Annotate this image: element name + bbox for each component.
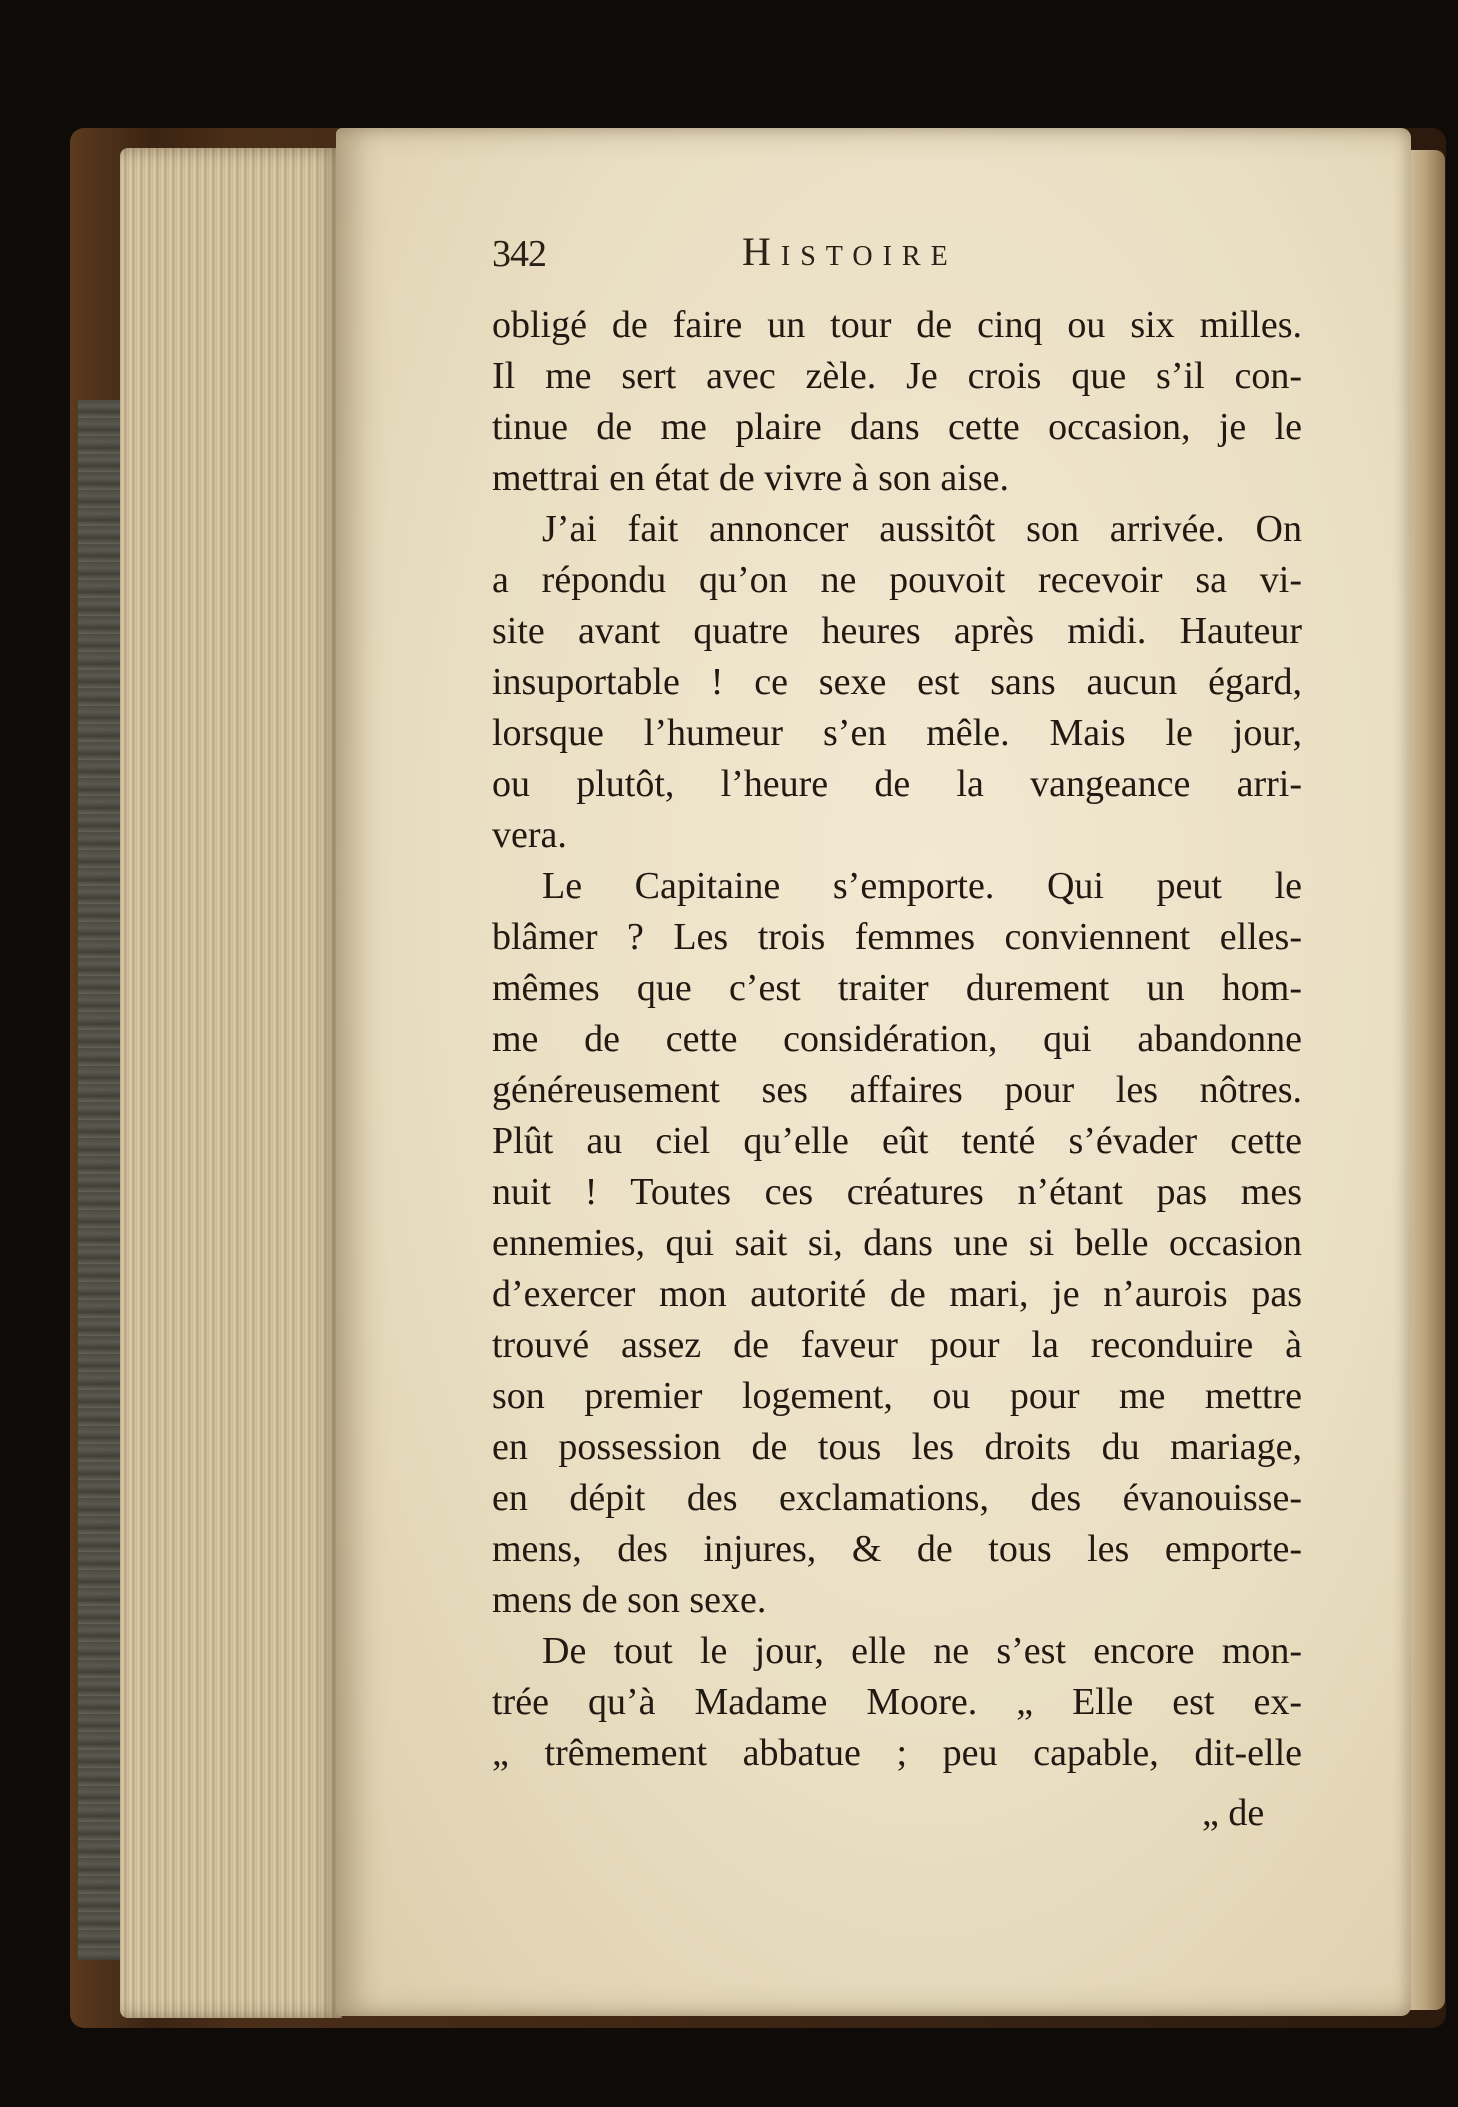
- catchword: „ de: [1202, 1792, 1265, 1834]
- page-edges: [120, 148, 342, 2018]
- text-line: J’ai fait annoncer aussitôt son arrivée. On: [542, 508, 1302, 550]
- marbled-cover-edge: [78, 400, 122, 1960]
- text-line: De tout le jour, elle ne s’est encore mon-: [542, 1630, 1302, 1672]
- text-line: d’exercer mon autorité de mari, je n’aurois pas: [492, 1273, 1302, 1315]
- page-number: 342: [492, 233, 546, 275]
- text-line: blâmer ? Les trois femmes conviennent elles-: [492, 916, 1302, 958]
- text-line: mens de son sexe.: [492, 1579, 767, 1621]
- text-line: a répondu qu’on ne pouvoit recevoir sa vi-: [492, 559, 1302, 601]
- running-head: Histoire: [742, 229, 958, 274]
- page-header: [492, 229, 1052, 282]
- text-line: mens, des injures, & de tous les emporte-: [492, 1528, 1302, 1570]
- text-line: trouvé assez de faveur pour la reconduire à: [492, 1324, 1302, 1366]
- text-line: généreusement ses affaires pour les nôtres.: [492, 1069, 1302, 1111]
- text-line: en possession de tous les droits du mariage,: [492, 1426, 1302, 1468]
- text-line: vera.: [492, 814, 567, 856]
- text-line: mêmes que c’est traiter durement un hom-: [492, 967, 1302, 1009]
- text-line: son premier logement, ou pour me mettre: [492, 1375, 1302, 1417]
- facing-page-edge: [1405, 150, 1445, 2010]
- text-line: ou plutôt, l’heure de la vangeance arri-: [492, 763, 1302, 805]
- text-line: mettrai en état de vivre à son aise.: [492, 457, 1010, 499]
- body-text: [492, 300, 1302, 1779]
- text-line: tinue de me plaire dans cette occasion, je le: [492, 406, 1302, 448]
- text-line: site avant quatre heures après midi. Hauteur: [492, 610, 1302, 652]
- text-line: ennemies, qui sait si, dans une si belle occasion: [492, 1222, 1302, 1264]
- text-line: nuit ! Toutes ces créatures n’étant pas mes: [492, 1171, 1302, 1213]
- text-line: Le Capitaine s’emporte. Qui peut le: [542, 865, 1302, 907]
- text-line: Il me sert avec zèle. Je crois que s’il con-: [492, 355, 1302, 397]
- text-line: lorsque l’humeur s’en mêle. Mais le jour,: [492, 712, 1302, 754]
- text-line: trée qu’à Madame Moore. „ Elle est ex-: [492, 1681, 1302, 1723]
- text-line: en dépit des exclamations, des évanouisse-: [492, 1477, 1302, 1519]
- text-line: insuportable ! ce sexe est sans aucun égard,: [492, 661, 1302, 703]
- text-line: me de cette considération, qui abandonne: [492, 1018, 1302, 1060]
- text-line: Plût au ciel qu’elle eût tenté s’évader cette: [492, 1120, 1302, 1162]
- text-line: obligé de faire un tour de cinq ou six milles.: [492, 304, 1302, 346]
- text-line: „ trêmement abbatue ; peu capable, dit-elle: [492, 1732, 1302, 1774]
